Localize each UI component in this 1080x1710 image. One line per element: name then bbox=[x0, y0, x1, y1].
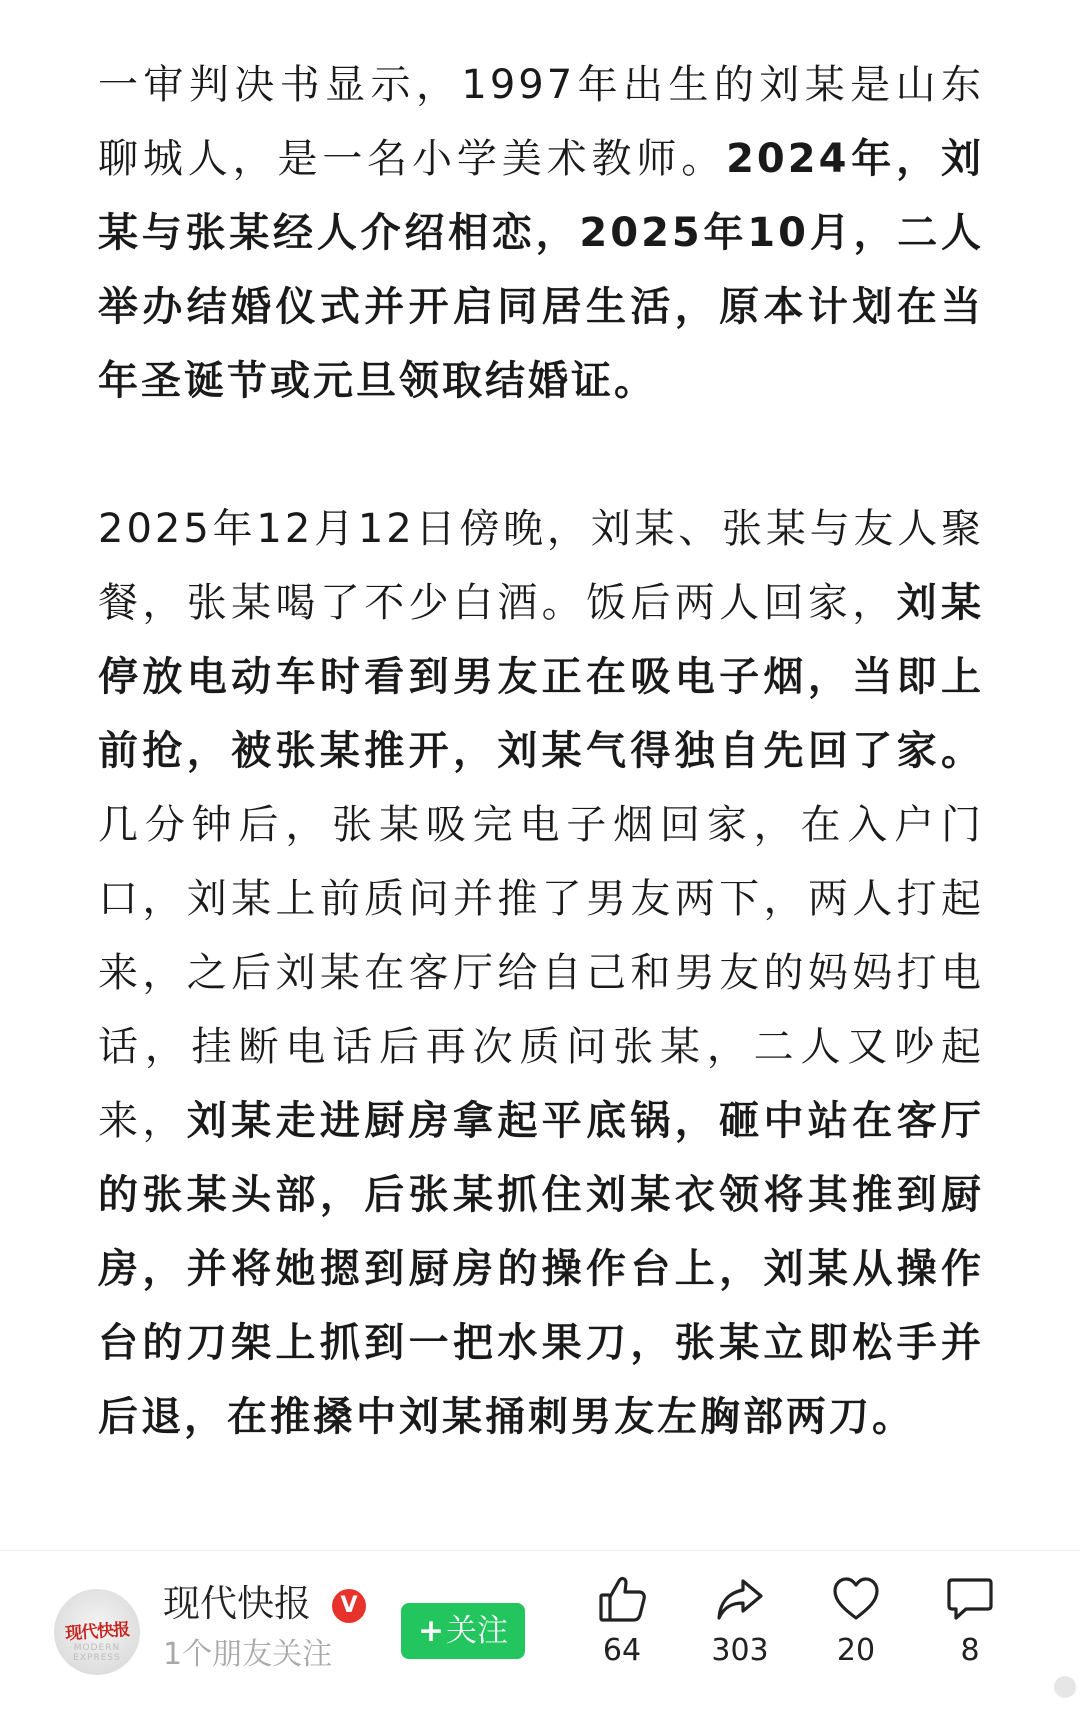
follow-button[interactable] bbox=[401, 1603, 525, 1659]
author-name[interactable]: 现代快报 bbox=[163, 1582, 311, 1625]
thumbs-up-icon bbox=[596, 1573, 648, 1625]
comment-count: 8 bbox=[960, 1633, 980, 1668]
verified-badge-icon: V bbox=[332, 1589, 366, 1623]
share-count: 303 bbox=[711, 1633, 769, 1668]
comment-bubble-icon bbox=[944, 1573, 996, 1625]
like-count: 64 bbox=[602, 1633, 642, 1668]
favorite-button[interactable] bbox=[806, 1573, 906, 1693]
avatar-logo-text: 现代快报 bbox=[64, 1619, 130, 1645]
paragraph-2-text-bold-1: 刘某停放电动车时看到男友正在吸电子烟，当即上前抢，被张某推开，刘某气得独自先回了家。 bbox=[98, 580, 985, 774]
author-action-bar bbox=[0, 1551, 1080, 1710]
paragraph-1-text-plain: 一审判决书显示，1997年出生的刘某是山东聊城人，是一名小学美术教师。 bbox=[98, 62, 984, 182]
favorite-count: 20 bbox=[836, 1633, 876, 1668]
paragraph-2-text-bold-2: 刘某走进厨房拿起平底锅，砸中站在客厅的张某头部，后张某抓住刘某衣领将其推到厨房，并将她摁到厨房的操作台上，刘某从操作台的刀架上抓到一把水果刀，张某立即松手并后退，在推搡中刘某捅刺男友左胸部两刀。 bbox=[98, 1098, 985, 1440]
avatar-logo-subtext: MODERN EXPRESS bbox=[73, 1643, 121, 1663]
paragraph-2-text-plain-2: 几分钟后，张某吸完电子烟回家，在入户门口，刘某上前质问并推了男友两下，两人打起来，之后刘某在客厅给自己和男友的妈妈打电话，挂断电话后再次质问张某，二人又吵起来， bbox=[98, 802, 984, 1144]
like-button[interactable] bbox=[572, 1573, 672, 1693]
follow-plus-icon: + bbox=[418, 1613, 444, 1649]
share-arrow-icon bbox=[714, 1573, 766, 1625]
share-button[interactable] bbox=[690, 1573, 790, 1693]
follow-button-label: 关注 bbox=[445, 1613, 508, 1649]
heart-icon bbox=[830, 1573, 882, 1625]
author-avatar[interactable] bbox=[54, 1589, 140, 1675]
article-paragraph-1 bbox=[98, 48, 984, 418]
friends-following-note: 1个朋友关注 bbox=[163, 1637, 333, 1672]
paragraph-1-text-bold: 2024年，刘某与张某经人介绍相恋，2025年10月，二人举办结婚仪式并开启同居生活，原本计划在当年圣诞节或元旦领取结婚证。 bbox=[98, 136, 985, 404]
corner-indicator bbox=[1054, 1676, 1076, 1698]
article-paragraph-2 bbox=[98, 492, 984, 1454]
paragraph-2-text-plain-1: 2025年12月12日傍晚，刘某、张某与友人聚餐，张某喝了不少白酒。饭后两人回家， bbox=[98, 506, 984, 626]
comment-button[interactable] bbox=[920, 1573, 1020, 1693]
article-body bbox=[98, 48, 984, 1454]
